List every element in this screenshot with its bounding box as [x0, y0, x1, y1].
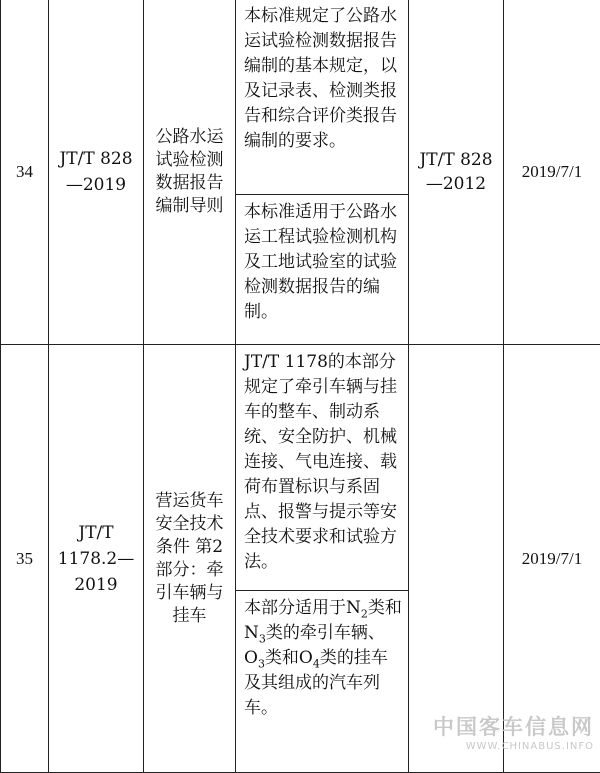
row-number: 34 — [1, 0, 49, 345]
standard-code: JT/T 1178.2—2019 — [49, 345, 144, 773]
standard-scope: 本标准适用于公路水运工程试验检测机构及工地试验室的试验检测数据报告的编制。 — [236, 195, 409, 345]
watermark-en: WWW.CHINABUS.INFO — [433, 741, 594, 752]
row-number: 35 — [1, 345, 49, 773]
standard-name: 营运货车安全技术条件 第2部分：牵引车辆与挂车 — [144, 345, 236, 773]
standard-code: JT/T 828—2019 — [49, 0, 144, 345]
standard-description: 本标准规定了公路水运试验检测数据报告编制的基本规定，以及记录表、检测类报告和综合评价类报告编制的要求。 — [236, 0, 409, 195]
watermark-cn: 中国客车信息网 — [433, 711, 594, 741]
effective-date: 2019/7/1 — [504, 345, 600, 773]
table-row — [1, 0, 600, 195]
effective-date: 2019/7/1 — [504, 0, 600, 345]
site-watermark — [433, 711, 594, 752]
standard-name: 公路水运试验检测数据报告编制导则 — [144, 0, 236, 345]
replaced-standard — [409, 345, 504, 773]
replaced-standard: JT/T 828—2012 — [409, 0, 504, 345]
table-row — [1, 345, 600, 591]
standard-scope: 本部分适用于$N_2$类和$N_3$类的牵引车辆、$O_3$类和$O_4$类的挂车及其组成的汽车列车。 — [236, 591, 409, 773]
standard-description: JT/T 1178的本部分规定了牵引车辆与挂车的整车、制动系统、安全防护、机械连接、气电连接、载荷布置标识与系固点、报警与提示等安全技术要求和试验方法。 — [236, 345, 409, 591]
